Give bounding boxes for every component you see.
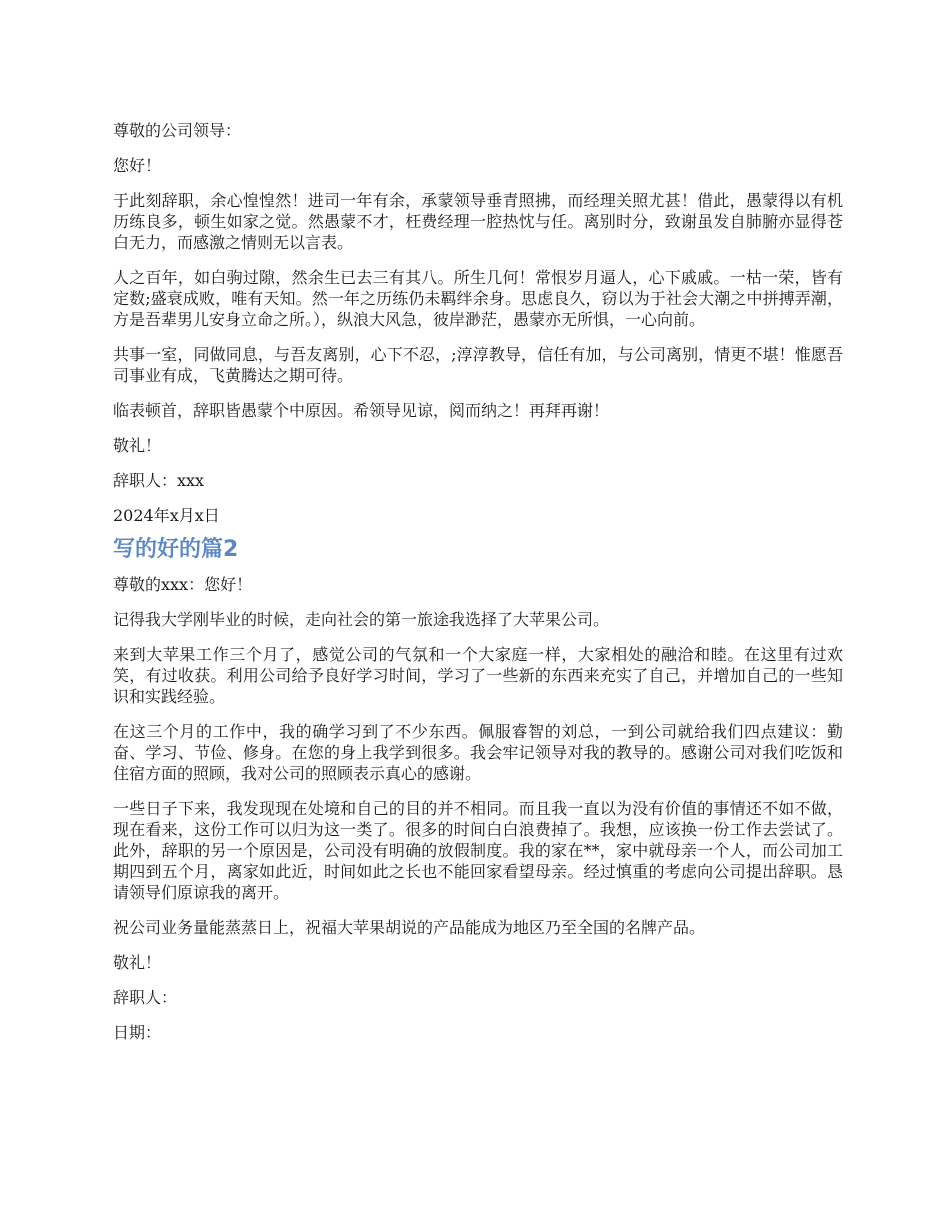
- body-paragraph: 来到大苹果工作三个月了，感觉公司的气氛和一个大家庭一样，大家相处的融洽和睦。在这里有过欢笑，有过收获。利用公司给予良好学习时间，学习了一些新的东西来充实了自己，并增加自己的一些知识和实践经验。: [113, 645, 843, 706]
- body-paragraph: 一些日子下来，我发现现在处境和自己的目的并不相同。而且我一直以为没有价值的事情还不如不做，现在看来，这份工作可以归为这一类了。很多的时间白白浪费掉了。我想，应该换一份工作去尝试了。此外，辞职的另一个原因是，公司没有明确的放假制度。我的家在**，家中就母亲一个人，而公司加工期四到五个月，离家如此近，时间如此之长也不能回家看望母亲。经过慎重的考虑向公司提出辞职。恳请领导们原谅我的离开。: [113, 799, 843, 902]
- body-paragraph: 人之百年，如白驹过隙，然余生已去三有其八。所生几何！常恨岁月逼人，心下戚戚。一枯一荣，皆有定数;盛衰成败，唯有天知。然一年之历练仍未羁绊余身。思虑良久，窃以为于社会大潮之中拼搏弄潮，方是吾辈男儿安身立命之所。），纵浪大风急，彼岸渺茫，愚蒙亦无所惧，一心向前。: [113, 268, 843, 329]
- closing: 敬礼！: [113, 436, 162, 455]
- salutation: 尊敬的xxx：您好！: [113, 575, 253, 594]
- date: 2024年x月x日: [113, 506, 220, 525]
- signer: 辞职人：: [113, 988, 178, 1007]
- body-paragraph: 共事一室，同做同息，与吾友离别，心下不忍，;淳淳教导，信任有加，与公司离别，情更不堪！惟愿吾司事业有成，飞黄腾达之期可待。: [113, 345, 843, 385]
- body-paragraph: 祝公司业务量能蒸蒸日上，祝福大苹果胡说的产品能成为地区乃至全国的名牌产品。: [113, 918, 706, 937]
- section-heading: 写的好的篇2: [113, 537, 239, 562]
- signer: 辞职人：xxx: [113, 471, 205, 490]
- body-paragraph: 临表顿首，辞职皆愚蒙个中原因。希领导见谅，阅而纳之！再拜再谢！: [113, 401, 610, 420]
- closing: 敬礼！: [113, 953, 162, 972]
- body-paragraph: 记得我大学刚毕业的时候，走向社会的第一旅途我选择了大苹果公司。: [113, 610, 610, 629]
- body-paragraph: 在这三个月的工作中，我的确学习到了不少东西。佩服睿智的刘总，一到公司就给我们四点建议：勤奋、学习、节俭、修身。在您的身上我学到很多。我会牢记领导对我的教导的。感谢公司对我们吃饭和住宿方面的照顾，我对公司的照顾表示真心的感谢。: [113, 722, 843, 783]
- greeting: 您好！: [113, 156, 162, 175]
- salutation: 尊敬的公司领导：: [113, 121, 242, 140]
- date: 日期：: [113, 1023, 162, 1042]
- document-page: [113, 120, 843, 1057]
- body-paragraph: 于此刻辞职，余心惶惶然！进司一年有余，承蒙领导垂青照拂，而经理关照尤甚！借此，愚蒙得以有机历练良多，顿生如家之觉。然愚蒙不才，枉费经理一腔热忱与任。离别时分，致谢虽发自肺腑亦显得苍白无力，而感激之情则无以言表。: [113, 191, 843, 252]
